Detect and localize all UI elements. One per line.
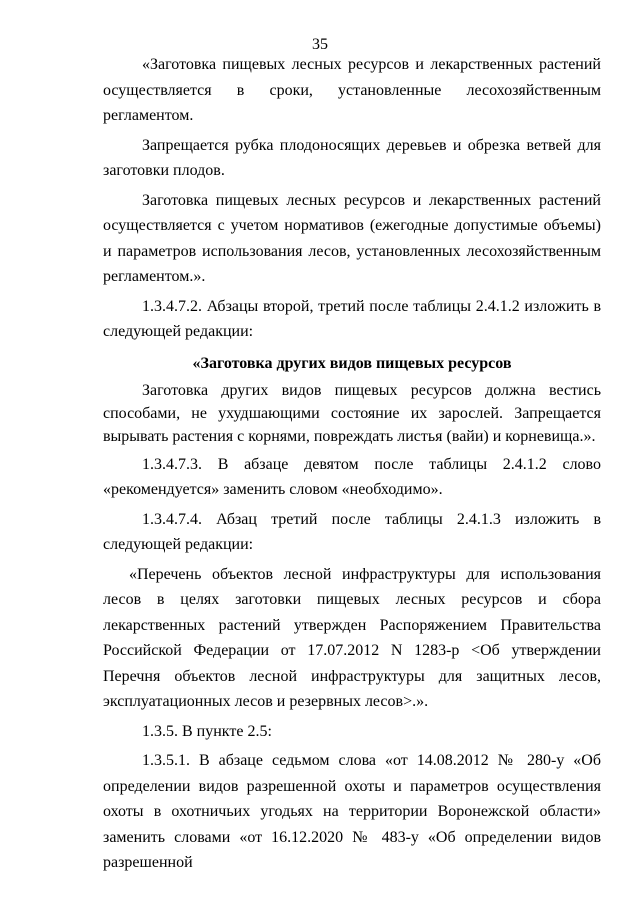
paragraph-4: 1.3.4.7.2. Абзацы второй, третий после таблицы 2.4.1.2 изложить в следующей редакции: — [103, 297, 601, 340]
paragraph-1: «Заготовка пищевых лесных ресурсов и лекарственных растений осуществляется в сроки, установленные лесохозяйственным регламентом. — [103, 56, 601, 124]
paragraph-10: 1.3.5.1. В абзаце седьмом слова «от 14.08.2012 № 280-у «Об определении видов разрешенной охоты и параметров осуществления охоты в охотничьих угодьях на территории Воронежской области» заменить словами «от 16.12.2020 № 483-у «Об определении видов разрешенной — [103, 752, 601, 871]
paragraph-2: Запрещается рубка плодоносящих деревьев и обрезка ветвей для заготовки плодов. — [103, 136, 601, 179]
paragraph-5: Заготовка других видов пищевых ресурсов должна вестись способами, не ухудшающими состояние их зарослей. Запрещается вырывать растения с корнями, повреждать листья (вайи) и корневища.». — [103, 381, 601, 445]
page-number: 35 — [312, 36, 328, 53]
paragraph-6: 1.3.4.7.3. В абзаце девятом после таблицы 2.4.1.2 слово «рекомендуется» заменить словом «необходимо». — [103, 455, 601, 498]
paragraph-7: 1.3.4.7.4. Абзац третий после таблицы 2.4.1.3 изложить в следующей редакции: — [103, 510, 601, 553]
paragraph-3: Заготовка пищевых лесных ресурсов и лекарственных растений осуществляется с учетом нормативов (ежегодные допустимые объемы) и параметров использования лесов, установленных лесохозяйственным регламентом.». — [103, 191, 601, 285]
document-body — [103, 52, 601, 876]
paragraph-8: «Перечень объектов лесной инфраструктуры для использования лесов в целях заготовки пищевых лесных ресурсов и сбора лекарственных растений утвержден Распоряжением Правительства Российской Федерации от 17.07.2012 N 1283-р <Об утверждении Перечня объектов лесной инфраструктуры для защитных лесов, эксплуатационных лесов и резервных лесов>.». — [103, 565, 601, 710]
paragraph-9: 1.3.5. В пункте 2.5: — [142, 722, 272, 740]
section-heading: «Заготовка других видов пищевых ресурсов — [192, 354, 512, 372]
